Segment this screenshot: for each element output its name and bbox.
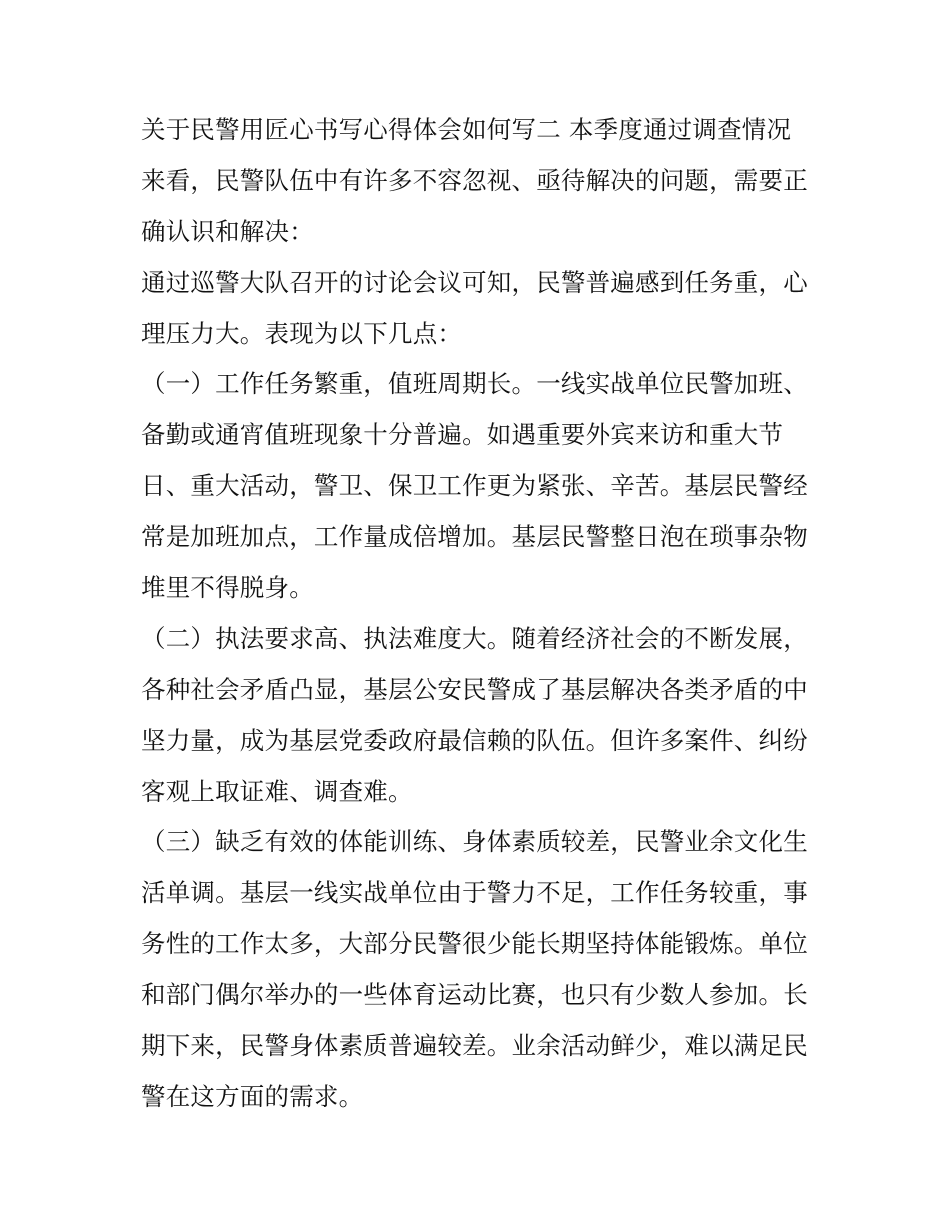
- text-line: 通过巡警大队召开的讨论会议可知，民警普遍感到任务重，心: [141, 267, 808, 297]
- text-line: 确认识和解决：: [141, 216, 314, 246]
- text-line: 各种社会矛盾凸显，基层公安民警成了基层解决各类矛盾的中: [141, 674, 808, 704]
- text-line: 务性的工作太多，大部分民警很少能长期坚持体能锻炼。单位: [141, 929, 808, 959]
- text-line: 客观上取证难、调查难。: [141, 776, 413, 806]
- text-line: 和部门偶尔举办的一些体育运动比赛，也只有少数人参加。长: [141, 980, 808, 1010]
- document-body: [141, 105, 816, 1123]
- text-line: 常是加班加点，工作量成倍增加。基层民警整日泡在琐事杂物: [141, 522, 808, 552]
- text-line: 关于民警用匠心书写心得体会如何写二 本季度通过调查情况: [141, 115, 792, 144]
- text-line: 理压力大。表现为以下几点：: [141, 318, 463, 348]
- text-line: （二）执法要求高、执法难度大。随着经济社会的不断发展，: [141, 623, 808, 653]
- text-line: 堆里不得脱身。: [141, 573, 314, 603]
- text-line: 备勤或通宵值班现象十分普遍。如遇重要外宾来访和重大节: [141, 420, 784, 450]
- text-line: （三）缺乏有效的体能训练、身体素质较差，民警业余文化生: [141, 827, 808, 857]
- text-line: 来看，民警队伍中有许多不容忽视、亟待解决的问题，需要正: [141, 165, 808, 195]
- text-line: 日、重大活动，警卫、保卫工作更为紧张、辛苦。基层民警经: [141, 471, 808, 501]
- text-line: （一）工作任务繁重，值班周期长。一线实战单位民警加班、: [141, 369, 808, 399]
- text-line: 坚力量，成为基层党委政府最信赖的队伍。但许多案件、纠纷: [141, 725, 808, 755]
- text-line: 警在这方面的需求。: [141, 1081, 364, 1111]
- text-line: 活单调。基层一线实战单位由于警力不足，工作任务较重，事: [141, 878, 808, 908]
- text-line: 期下来，民警身体素质普遍较差。业余活动鲜少，难以满足民: [141, 1031, 808, 1061]
